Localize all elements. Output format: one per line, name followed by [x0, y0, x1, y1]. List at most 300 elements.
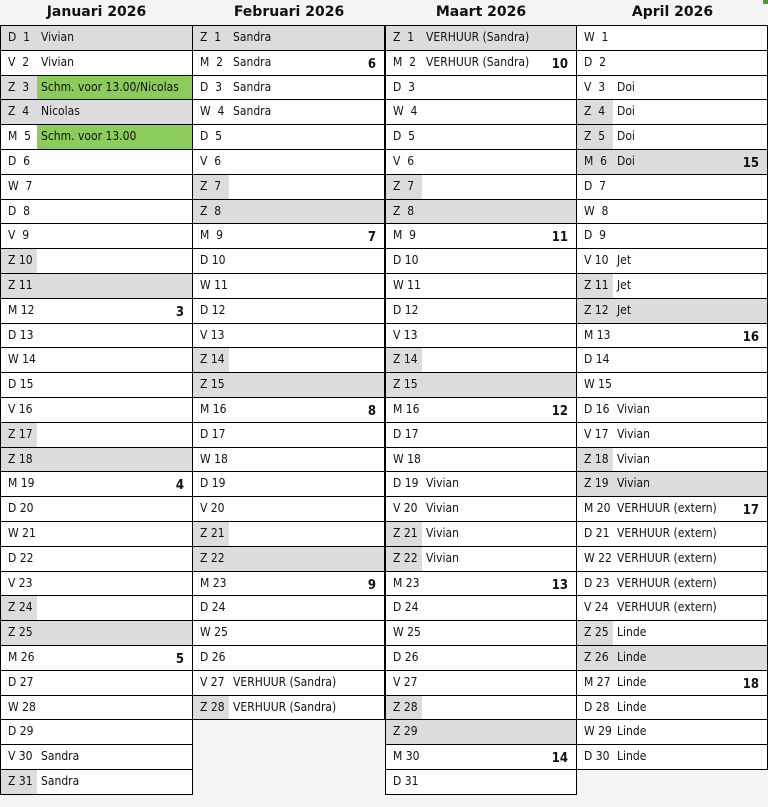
- day-note: Schm. voor 13.00: [37, 125, 192, 149]
- day-label: D 17: [200, 426, 226, 441]
- day-label: D 19: [200, 476, 226, 491]
- day-row: [193, 175, 384, 200]
- day-row: [577, 224, 767, 249]
- day-row: [1, 150, 192, 175]
- day-list: [385, 25, 577, 795]
- day-row: [1, 175, 192, 200]
- day-row: [386, 348, 576, 373]
- day-row: [193, 150, 384, 175]
- day-label: V 13: [200, 327, 225, 342]
- month-title: Februari 2026: [233, 4, 345, 20]
- day-label: D 24: [393, 600, 419, 615]
- day-label: Z 14: [193, 348, 229, 372]
- week-number: 15: [742, 155, 759, 171]
- day-row: [386, 150, 576, 175]
- day-row: [1, 497, 192, 522]
- day-note: VERHUUR (extern): [617, 550, 717, 565]
- day-row: [577, 150, 767, 175]
- day-row: [1, 596, 192, 621]
- month-title: Januari 2026: [46, 4, 147, 20]
- day-label: Z 11: [1, 274, 37, 298]
- day-label: Z 21: [386, 522, 422, 546]
- day-label: D 14: [584, 352, 610, 367]
- day-label: D 12: [200, 302, 226, 317]
- day-label: D 23: [584, 575, 610, 590]
- day-label: Z 31: [1, 770, 37, 794]
- day-row: [386, 398, 576, 423]
- day-label: M 5: [8, 129, 32, 144]
- day-row: [386, 200, 576, 225]
- week-number: 12: [551, 403, 568, 419]
- day-row: [386, 274, 576, 299]
- day-row: [386, 596, 576, 621]
- day-row: [193, 547, 384, 572]
- day-row: [577, 472, 767, 497]
- day-label: M 12: [8, 302, 35, 317]
- day-label: Z 8: [193, 200, 229, 224]
- day-label: Z 7: [386, 175, 422, 199]
- day-label: Z 22: [193, 547, 229, 571]
- day-label: W 14: [8, 352, 36, 367]
- day-label: Z 25: [1, 621, 37, 645]
- day-label: M 20: [584, 501, 611, 516]
- day-label: M 16: [393, 401, 420, 416]
- day-label: Z 12: [577, 299, 613, 323]
- day-row: [193, 299, 384, 324]
- day-row: [1, 522, 192, 547]
- week-number: 16: [742, 329, 759, 345]
- day-label: D 26: [393, 649, 419, 664]
- day-label: Z 4: [577, 100, 613, 124]
- week-number: 7: [367, 230, 376, 246]
- day-note: VERHUUR (Sandra): [426, 30, 530, 44]
- day-label: Z 14: [386, 348, 422, 372]
- day-label: Z 18: [1, 448, 37, 472]
- day-row: [193, 671, 384, 696]
- day-row: [193, 373, 384, 398]
- day-note: Jet: [617, 253, 632, 268]
- day-row: [1, 125, 192, 150]
- day-note: VERHUUR (extern): [617, 501, 717, 516]
- day-row: [1, 51, 192, 76]
- day-label: M 30: [393, 749, 420, 764]
- day-label: W 22: [584, 550, 612, 565]
- day-label: Z 15: [386, 373, 422, 397]
- day-note: Vivian: [617, 426, 650, 441]
- day-row: [577, 26, 767, 51]
- day-label: D 20: [8, 501, 34, 516]
- day-row: [577, 497, 767, 522]
- day-row: [1, 547, 192, 572]
- day-note: Jet: [617, 277, 632, 292]
- day-row: [1, 76, 192, 101]
- day-note: Linde: [617, 649, 647, 664]
- day-note: Sandra: [233, 54, 272, 69]
- day-list: [0, 25, 193, 795]
- day-row: [1, 274, 192, 299]
- day-row: [577, 200, 767, 225]
- day-label: Z 8: [386, 200, 422, 224]
- day-row: [193, 100, 384, 125]
- day-label: V 9: [8, 228, 30, 243]
- day-row: [386, 26, 576, 51]
- week-number: 4: [175, 478, 184, 494]
- day-row: [1, 671, 192, 696]
- day-note: VERHUUR (Sandra): [233, 699, 337, 714]
- day-note: Doi: [617, 79, 635, 94]
- day-row: [193, 398, 384, 423]
- day-note: Linde: [617, 699, 647, 714]
- day-row: [193, 696, 384, 721]
- day-label: Z 4: [1, 100, 37, 124]
- day-label: Z 1: [386, 26, 422, 50]
- month-title: April 2026: [631, 4, 714, 20]
- day-row: [577, 398, 767, 423]
- day-label: D 21: [584, 525, 610, 540]
- day-label: W 21: [8, 525, 36, 540]
- day-note: Vivian: [617, 401, 650, 416]
- day-label: V 30: [8, 749, 33, 764]
- day-label: V 3: [584, 79, 606, 94]
- week-number: 6: [367, 56, 376, 72]
- week-number: 9: [367, 577, 376, 593]
- day-label: D 28: [584, 699, 610, 714]
- day-label: W 11: [200, 277, 228, 292]
- day-label: W 4: [393, 104, 418, 119]
- day-label: W 25: [393, 625, 421, 640]
- week-number: 3: [175, 304, 184, 320]
- week-number: 18: [742, 676, 759, 692]
- day-note: Vivian: [426, 476, 459, 491]
- day-label: D 12: [393, 302, 419, 317]
- day-row: [386, 646, 576, 671]
- day-row: [386, 76, 576, 101]
- day-row: [193, 51, 384, 76]
- day-label: D 19: [393, 476, 419, 491]
- day-note: Vivian: [617, 451, 650, 466]
- day-row: [386, 100, 576, 125]
- day-row: [1, 621, 192, 646]
- day-row: [193, 76, 384, 101]
- day-note: Vivian: [41, 30, 74, 44]
- day-label: W 15: [584, 377, 612, 392]
- day-row: [193, 472, 384, 497]
- day-note: Linde: [617, 749, 647, 764]
- day-label: W 18: [200, 451, 228, 466]
- day-row: [1, 696, 192, 721]
- week-number: 14: [551, 751, 568, 767]
- day-label: V 24: [584, 600, 609, 615]
- day-note: Sandra: [41, 749, 80, 764]
- day-label: M 2: [200, 54, 224, 69]
- week-number: 5: [175, 651, 184, 667]
- day-label: W 29: [584, 724, 612, 739]
- day-row: [1, 324, 192, 349]
- day-label: Z 28: [386, 696, 422, 720]
- day-row: [1, 720, 192, 745]
- week-number: 10: [551, 56, 568, 72]
- day-note: Nicolas: [41, 104, 80, 119]
- day-row: [386, 299, 576, 324]
- day-note: Sandra: [233, 30, 272, 44]
- day-label: D 15: [8, 377, 34, 392]
- day-label: Z 19: [577, 472, 613, 496]
- day-note: VERHUUR (Sandra): [426, 54, 530, 69]
- day-label: Z 7: [193, 175, 229, 199]
- day-label: Z 21: [193, 522, 229, 546]
- day-row: [386, 472, 576, 497]
- day-row: [193, 448, 384, 473]
- day-row: [386, 51, 576, 76]
- day-label: D 27: [8, 674, 34, 689]
- day-label: V 10: [584, 253, 609, 268]
- day-row: [193, 249, 384, 274]
- day-list: [577, 25, 768, 770]
- day-label: Z 10: [1, 249, 37, 273]
- day-label: Z 5: [577, 125, 613, 149]
- day-label: Z 15: [193, 373, 229, 397]
- day-label: D 30: [584, 749, 610, 764]
- day-note: VERHUUR (Sandra): [233, 674, 337, 689]
- day-row: [577, 423, 767, 448]
- day-row: [577, 547, 767, 572]
- day-row: [577, 324, 767, 349]
- day-label: M 9: [200, 228, 224, 243]
- day-label: D 5: [200, 129, 223, 144]
- day-row: [1, 26, 192, 51]
- day-row: [1, 224, 192, 249]
- day-label: V 20: [200, 501, 225, 516]
- day-label: D 24: [200, 600, 226, 615]
- day-row: [577, 621, 767, 646]
- day-label: D 1: [1, 26, 37, 50]
- day-label: D 5: [393, 129, 416, 144]
- day-label: D 2: [584, 54, 607, 69]
- day-row: [1, 472, 192, 497]
- day-label: W 11: [393, 277, 421, 292]
- day-note: Doi: [617, 104, 635, 119]
- day-row: [1, 423, 192, 448]
- day-row: [386, 224, 576, 249]
- day-label: V 27: [393, 674, 418, 689]
- day-row: [193, 224, 384, 249]
- day-label: V 27: [200, 674, 225, 689]
- day-label: D 10: [200, 253, 226, 268]
- day-label: M 27: [584, 674, 611, 689]
- day-label: M 23: [200, 575, 227, 590]
- day-row: [386, 696, 576, 721]
- day-row: [577, 596, 767, 621]
- day-row: [193, 348, 384, 373]
- day-label: D 9: [584, 228, 607, 243]
- day-note: Schm. voor 13.00/Nicolas: [37, 76, 192, 100]
- day-row: [386, 373, 576, 398]
- week-number: 17: [742, 503, 759, 519]
- day-row: [193, 200, 384, 225]
- day-note: Vivian: [617, 476, 650, 491]
- day-label: D 31: [393, 773, 419, 788]
- day-row: [577, 720, 767, 745]
- day-row: [1, 299, 192, 324]
- day-label: M 6: [577, 150, 613, 174]
- day-row: [386, 572, 576, 597]
- day-label: D 3: [200, 79, 223, 94]
- day-label: D 8: [8, 203, 31, 218]
- day-row: [577, 274, 767, 299]
- day-row: [577, 175, 767, 200]
- week-number: 13: [551, 577, 568, 593]
- day-label: D 22: [8, 550, 34, 565]
- day-row: [577, 522, 767, 547]
- day-row: [386, 745, 576, 770]
- day-label: V 6: [200, 153, 222, 168]
- day-row: [193, 497, 384, 522]
- day-label: W 28: [8, 699, 36, 714]
- day-row: [577, 572, 767, 597]
- day-row: [577, 448, 767, 473]
- week-number: 11: [551, 230, 568, 246]
- day-note: Sandra: [233, 104, 272, 119]
- day-label: Z 25: [577, 621, 613, 645]
- day-row: [193, 572, 384, 597]
- day-label: Z 28: [193, 696, 229, 720]
- day-row: [577, 125, 767, 150]
- day-row: [386, 671, 576, 696]
- day-label: M 19: [8, 476, 35, 491]
- day-row: [386, 249, 576, 274]
- day-row: [386, 720, 576, 745]
- day-label: D 10: [393, 253, 419, 268]
- day-label: W 7: [8, 178, 33, 193]
- day-label: V 13: [393, 327, 418, 342]
- day-note: Vivian: [426, 501, 459, 516]
- day-note: Doi: [617, 129, 635, 144]
- day-label: V 23: [8, 575, 33, 590]
- day-row: [386, 522, 576, 547]
- day-row: [193, 621, 384, 646]
- day-row: [193, 423, 384, 448]
- day-row: [577, 299, 767, 324]
- day-row: [386, 770, 576, 795]
- day-row: [1, 398, 192, 423]
- corner-marker: [763, 0, 768, 4]
- day-label: D 17: [393, 426, 419, 441]
- day-label: Z 29: [386, 720, 422, 744]
- day-note: Sandra: [233, 79, 272, 94]
- day-row: [1, 348, 192, 373]
- day-row: [1, 448, 192, 473]
- day-label: D 7: [584, 178, 607, 193]
- day-row: [1, 100, 192, 125]
- day-note: Vivian: [426, 525, 459, 540]
- day-note: Linde: [617, 724, 647, 739]
- day-label: M 9: [393, 228, 417, 243]
- day-row: [577, 696, 767, 721]
- day-row: [193, 324, 384, 349]
- day-row: [193, 26, 384, 51]
- day-row: [193, 596, 384, 621]
- day-label: W 4: [200, 104, 225, 119]
- day-row: [577, 51, 767, 76]
- day-row: [1, 572, 192, 597]
- day-row: [386, 448, 576, 473]
- day-label: V 6: [393, 153, 415, 168]
- day-row: [577, 671, 767, 696]
- day-list: [193, 25, 385, 720]
- day-note: Vivian: [41, 54, 74, 69]
- day-label: D 26: [200, 649, 226, 664]
- day-row: [193, 646, 384, 671]
- day-label: W 25: [200, 625, 228, 640]
- day-label: W 18: [393, 451, 421, 466]
- day-note: Linde: [617, 674, 647, 689]
- day-label: V 16: [8, 401, 33, 416]
- day-label: Z 3: [1, 76, 37, 100]
- day-row: [386, 423, 576, 448]
- day-note: Jet: [617, 302, 632, 317]
- day-note: VERHUUR (extern): [617, 575, 717, 590]
- day-row: [1, 770, 192, 795]
- month-title: Maart 2026: [435, 4, 527, 20]
- day-label: M 2: [393, 54, 417, 69]
- day-row: [1, 249, 192, 274]
- day-label: Z 18: [577, 448, 613, 472]
- day-label: D 3: [393, 79, 416, 94]
- day-label: Z 26: [577, 646, 613, 670]
- day-label: M 26: [8, 649, 35, 664]
- day-label: V 20: [393, 501, 418, 516]
- day-row: [386, 497, 576, 522]
- day-label: W 1: [584, 30, 609, 44]
- day-label: D 13: [8, 327, 34, 342]
- day-label: Z 11: [577, 274, 613, 298]
- day-note: Linde: [617, 625, 647, 640]
- day-row: [577, 100, 767, 125]
- week-number: 8: [367, 403, 376, 419]
- day-label: Z 22: [386, 547, 422, 571]
- day-note: Sandra: [41, 773, 80, 788]
- day-row: [577, 76, 767, 101]
- day-label: V 17: [584, 426, 609, 441]
- day-row: [386, 175, 576, 200]
- day-label: D 16: [584, 401, 610, 416]
- day-label: M 23: [393, 575, 420, 590]
- day-row: [1, 745, 192, 770]
- day-row: [193, 274, 384, 299]
- day-note: Vivian: [426, 550, 459, 565]
- day-label: V 2: [8, 54, 30, 69]
- day-label: D 29: [8, 724, 34, 739]
- day-row: [577, 745, 767, 770]
- day-row: [577, 249, 767, 274]
- day-label: Z 1: [193, 26, 229, 50]
- day-row: [577, 373, 767, 398]
- day-row: [386, 621, 576, 646]
- day-row: [1, 200, 192, 225]
- day-note: VERHUUR (extern): [617, 525, 717, 540]
- day-row: [386, 547, 576, 572]
- day-note: Doi: [617, 153, 635, 168]
- day-label: W 8: [584, 203, 609, 218]
- day-row: [1, 646, 192, 671]
- day-row: [386, 324, 576, 349]
- day-row: [1, 373, 192, 398]
- day-note: VERHUUR (extern): [617, 600, 717, 615]
- day-row: [577, 646, 767, 671]
- day-row: [193, 125, 384, 150]
- day-label: Z 17: [1, 423, 37, 447]
- day-label: M 16: [200, 401, 227, 416]
